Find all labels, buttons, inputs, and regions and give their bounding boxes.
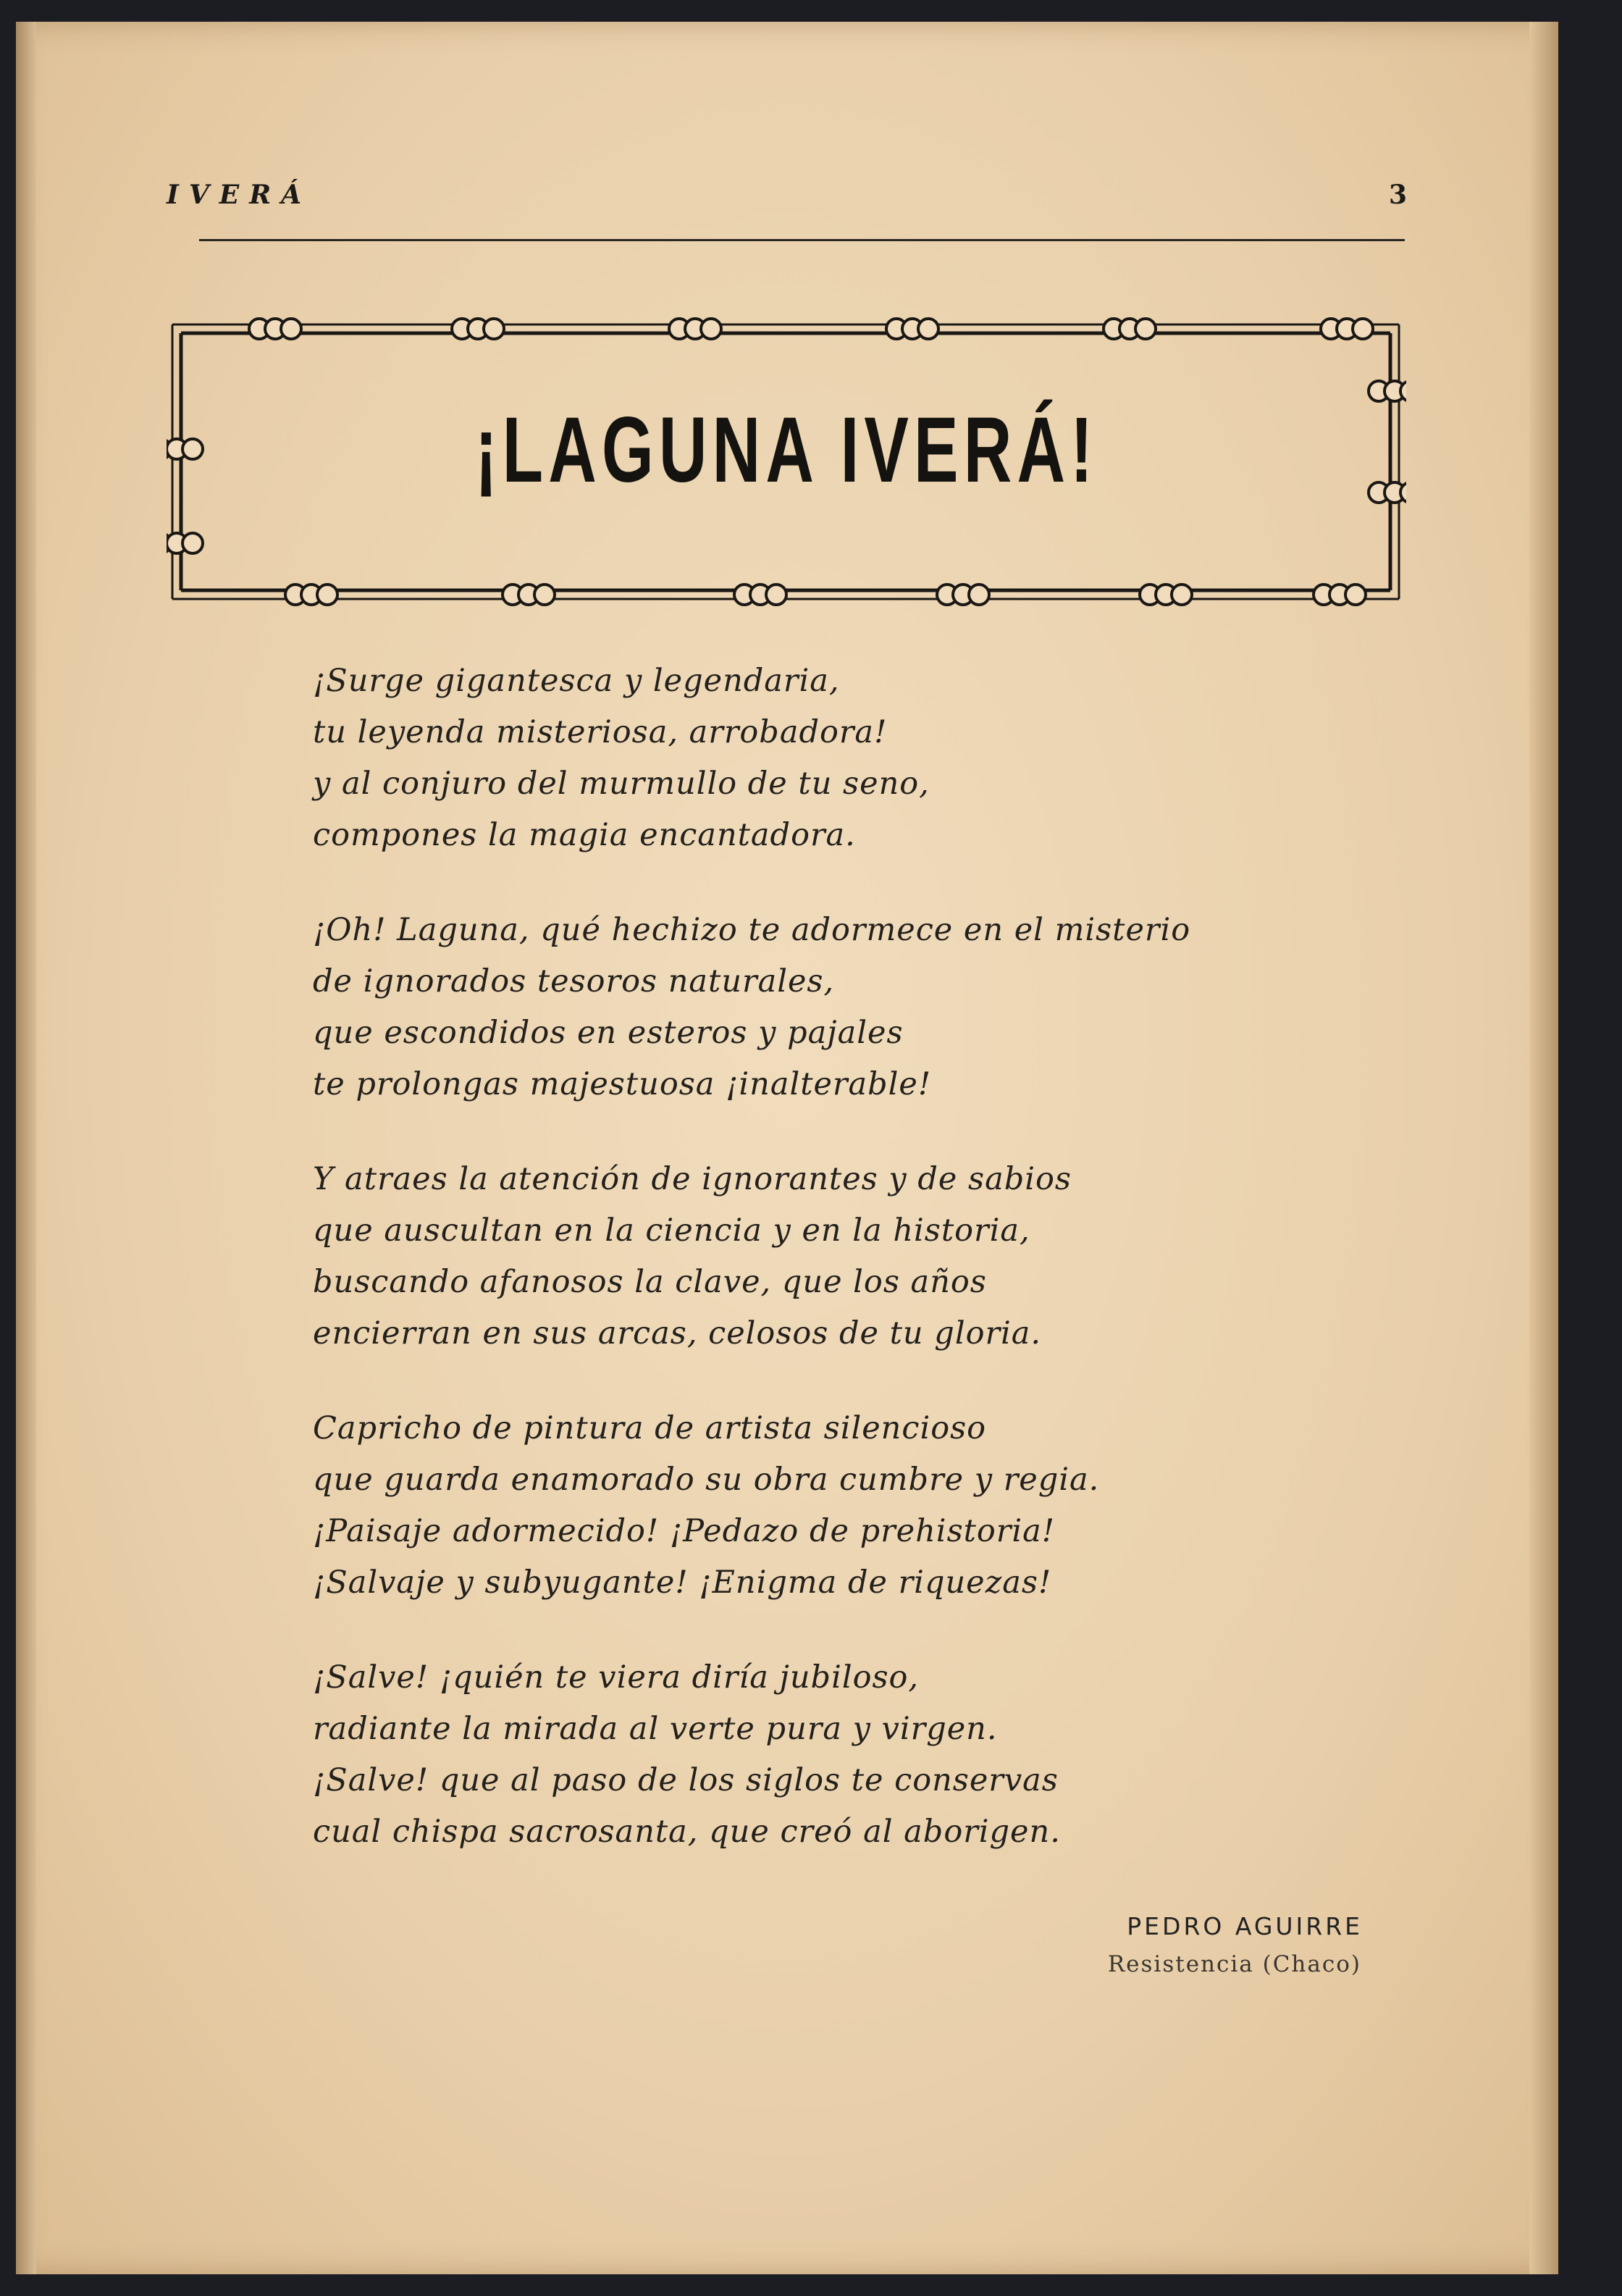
rose-ornament bbox=[1353, 319, 1373, 339]
page-edge bbox=[1529, 22, 1558, 2274]
rose-ornament bbox=[701, 319, 721, 339]
stanza bbox=[313, 1652, 1190, 1858]
poem-line: Capricho de pintura de artista silencioso bbox=[313, 1410, 987, 1446]
stanza bbox=[313, 1403, 1190, 1609]
poem-line: que guarda enamorado su obra cumbre y regia. bbox=[313, 1462, 1100, 1498]
poem-line: ¡Oh! Laguna, qué hechizo te adormece en el misterio bbox=[313, 912, 1191, 948]
rose-ornament bbox=[918, 319, 938, 339]
poem-line: encierran en sus arcas, celosos de tu gloria. bbox=[313, 1315, 1042, 1352]
stanza bbox=[313, 655, 1190, 861]
rose-ornament bbox=[1345, 585, 1366, 605]
rose-ornament bbox=[969, 585, 989, 605]
rose-ornament bbox=[281, 319, 301, 339]
poem-line: radiante la mirada al verte pura y virgen. bbox=[313, 1711, 998, 1747]
rose-ornament bbox=[766, 585, 786, 605]
poem-title: ¡LAGUNA IVERÁ! bbox=[474, 398, 1098, 502]
running-header-title: IVERÁ bbox=[167, 180, 312, 210]
poem-line: tu leyenda misteriosa, arrobadora! bbox=[313, 714, 888, 750]
poem-line: ¡Salve! ¡quién te viera diría jubiloso, bbox=[313, 1659, 920, 1696]
stanza bbox=[313, 1154, 1190, 1359]
poem-line: y al conjuro del murmullo de tu seno, bbox=[313, 766, 930, 802]
rose-ornament bbox=[182, 533, 203, 553]
poem-line: ¡Salve! que al paso de los siglos te conservas bbox=[313, 1762, 1059, 1798]
page-number: 3 bbox=[1389, 180, 1408, 210]
poem-line: ¡Paisaje adormecido! ¡Pedazo de prehistoria! bbox=[313, 1513, 1056, 1549]
header-rule bbox=[199, 239, 1405, 241]
poem-body bbox=[313, 655, 1190, 1901]
poem-line: buscando afanosos la clave, que los años bbox=[313, 1264, 987, 1300]
poem-line: Y atraes la atención de ignorantes y de sabios bbox=[313, 1161, 1072, 1197]
author-name: PEDRO AGUIRRE bbox=[1127, 1912, 1363, 1940]
poem-line: cual chispa sacrosanta, que creó al aborigen. bbox=[313, 1814, 1061, 1850]
poem-line: compones la magia encantadora. bbox=[313, 817, 856, 853]
poem-line: te prolongas majestuosa ¡inalterable! bbox=[313, 1066, 932, 1102]
rose-ornament bbox=[182, 439, 203, 459]
poem-line: ¡Salvaje y subyugante! ¡Enigma de riquezas! bbox=[313, 1564, 1052, 1601]
stanza bbox=[313, 905, 1190, 1110]
page-spine bbox=[16, 22, 36, 2274]
rose-ornament bbox=[1172, 585, 1192, 605]
rose-ornament bbox=[317, 585, 337, 605]
rose-ornament bbox=[534, 585, 555, 605]
poem-line: de ignorados tesoros naturales, bbox=[313, 963, 835, 1000]
poem-line: ¡Surge gigantesca y legendaria, bbox=[313, 663, 840, 699]
rose-ornament bbox=[1135, 319, 1156, 339]
rose-ornament bbox=[484, 319, 504, 339]
author-place: Resistencia (Chaco) bbox=[1107, 1951, 1361, 1977]
poem-line: que escondidos en esteros y pajales bbox=[313, 1015, 904, 1051]
poem-line: que auscultan en la ciencia y en la historia, bbox=[313, 1212, 1030, 1249]
